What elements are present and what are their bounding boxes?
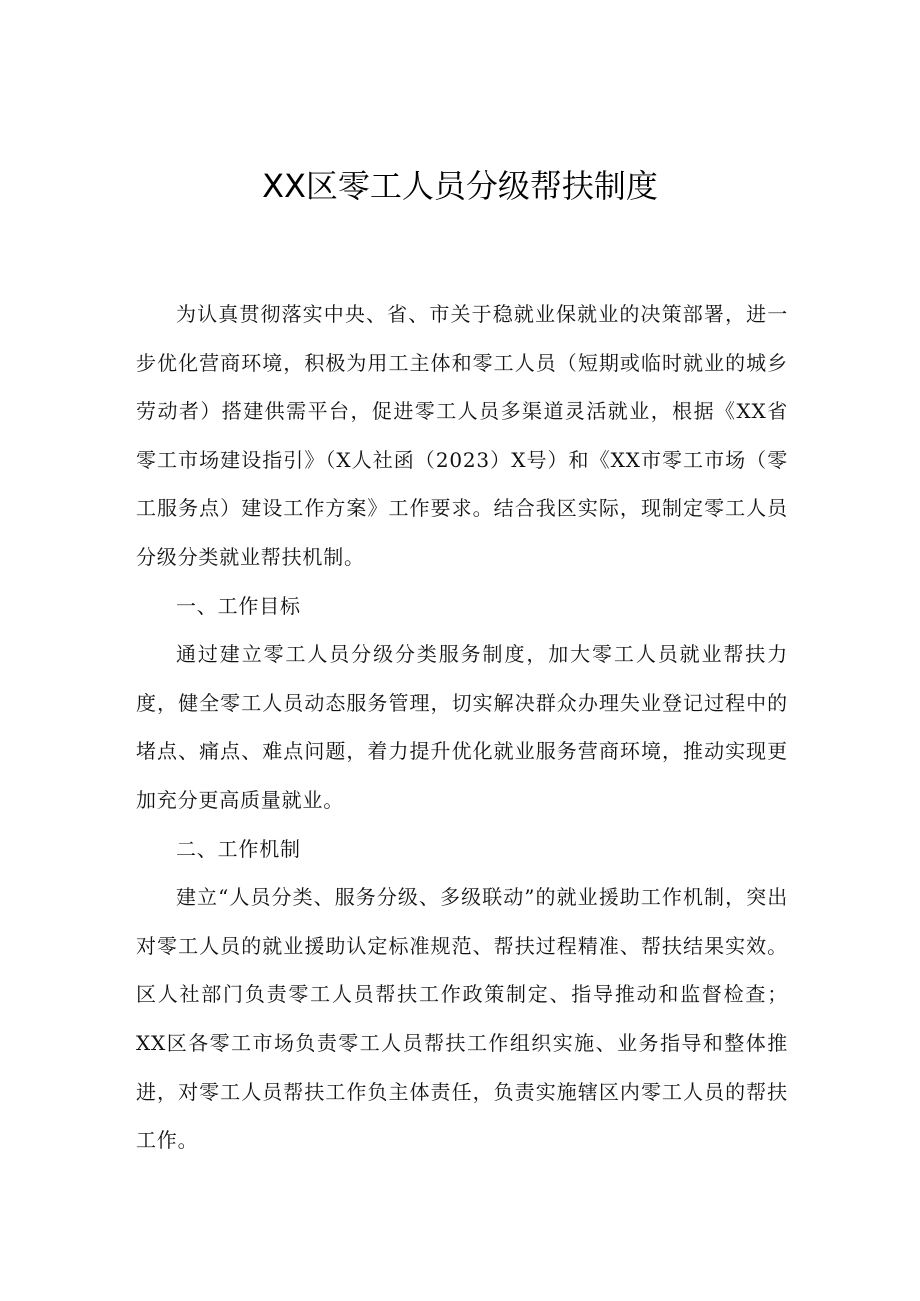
section-paragraph-goals: 通过建立零工人员分级分类服务制度，加大零工人员就业帮扶力度，健全零工人员动态服务管理，切实解决群众办理失业登记过程中的堵点、痛点、难点问题，着力提升优化就业服务营商环境，推动实现更加充分更高质量就业。 <box>136 642 788 812</box>
document-body <box>136 290 788 1165</box>
section-heading-mechanism: 二、工作机制 <box>176 836 301 861</box>
intro-paragraph: 为认真贯彻落实中央、省、市关于稳就业保就业的决策部署，进一步优化营商环境，积极为用工主体和零工人员（短期或临时就业的城乡劳动者）搭建供需平台，促进零工人员多渠道灵活就业，根据《XX省零工市场建设指引》（X人社函（2023）X号）和《XX市零工市场（零工服务点）建设工作方案》工作要求。结合我区实际，现制定零工人员分级分类就业帮扶机制。 <box>136 302 788 569</box>
section-paragraph-mechanism: 建立“人员分类、服务分级、多级联动”的就业援助工作机制，突出对零工人员的就业援助认定标准规范、帮扶过程精准、帮扶结果实效。区人社部门负责零工人员帮扶工作政策制定、指导推动和监督检查；XX区各零工市场负责零工人员帮扶工作组织实施、业务指导和整体推进，对零工人员帮扶工作负主体责任，负责实施辖区内零工人员的帮扶工作。 <box>136 885 788 1153</box>
document-title: XX区零工人员分级帮扶制度 <box>262 167 658 205</box>
section-heading-goals: 一、工作目标 <box>176 593 301 618</box>
